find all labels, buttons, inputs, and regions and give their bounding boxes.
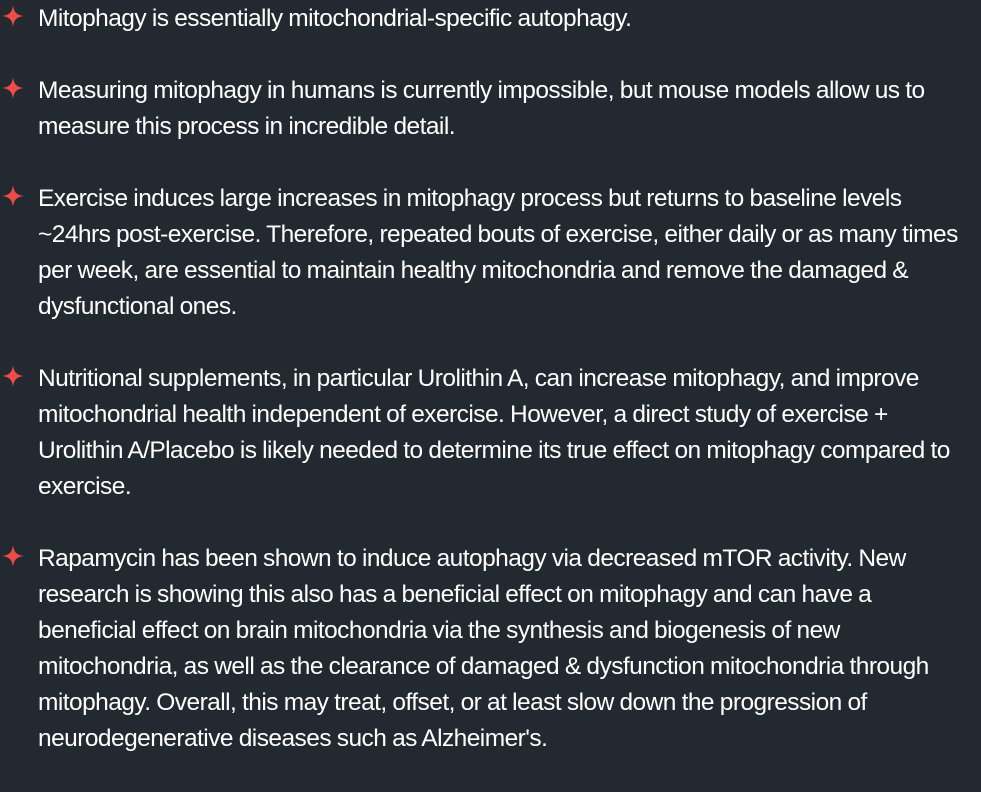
bullet-text: Measuring mitophagy in humans is currently impossible, but mouse models allow us to measure this process in incredible detail. — [38, 77, 925, 140]
bullet-text: Nutritional supplements, in particular Urolithin A, can increase mitophagy, and improve mitochondrial health independent of exercise. However, a direct study of exercise + Urolithin A/Placebo is likely needed to determine its true effect on mitophagy compared to exercise. — [38, 365, 950, 500]
four-point-star-icon — [2, 185, 24, 207]
four-point-star-icon — [2, 545, 24, 567]
four-point-star-icon — [2, 5, 24, 27]
four-point-star-icon — [2, 77, 24, 99]
bullet-text: Rapamycin has been shown to induce autophagy via decreased mTOR activity. New research is showing this also has a beneficial effect on mitophagy and can have a beneficial effect on brain mitochondria via the synthesis and biogenesis of new mitochondria, as well as the clearance of damaged & dysfunction mitochondria through mitophagy. Overall, this may treat, offset, or at least slow down the progression of neurodegenerative diseases such as Alzheimer's. — [38, 545, 929, 752]
bullet-text: Exercise induces large increases in mitophagy process but returns to baseline levels ~24hrs post-exercise. Therefore, repeated bouts of exercise, either daily or as many times per week, are essential to maintain healthy mitochondria and remove the damaged & dysfunctional ones. — [38, 185, 958, 320]
bullet-text: Mitophagy is essentially mitochondrial-specific autophagy. — [38, 5, 632, 32]
four-point-star-icon — [2, 365, 24, 387]
